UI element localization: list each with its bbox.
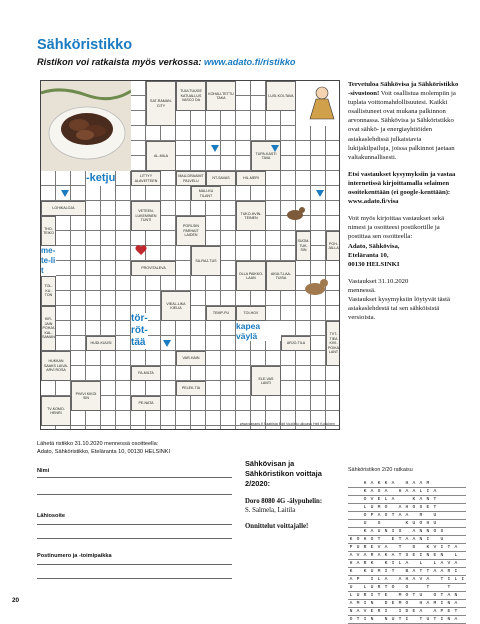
visa-url-link[interactable]: www.adato.fi/visa — [348, 198, 399, 206]
solution-row: H A K K A H A A M — [348, 480, 466, 488]
arrow-icon — [271, 145, 279, 152]
crossword-clue: VAR-HAIN — [176, 351, 206, 366]
send-line-1: Lähetä ristikko 31.10.2020 mennessä osoitteella: — [37, 441, 159, 447]
crossword-clue: MAU-DRAAMIT PALVELU — [176, 171, 206, 186]
crossword-clue: TUPA-KASTI TAVA — [251, 141, 281, 171]
visa-bold: Etsi vastaukset kysymyksiin ja vastaa internetissä kirjoittamalla selaimen osoitekenttään (ei google-kenttään): — [348, 170, 456, 197]
crossword-clue: PORI-SIN PARHAIT LAIDEN — [176, 216, 206, 246]
crossword-grid[interactable] — [40, 80, 340, 430]
crossword-clue: POH-JALLA — [326, 231, 340, 261]
page-subtitle — [37, 57, 296, 67]
prize-line — [245, 497, 340, 515]
puzzle-word-torrottaa: tör- röt- tää — [131, 313, 148, 348]
congrats-text: Onnittelut voittajalle! — [245, 523, 309, 530]
crossword-clue: KOHAU-TETTU TAKA — [206, 81, 236, 111]
crossword-clue: SA-RAJ-TUS — [191, 246, 221, 276]
crossword-clue: LUSI-KOI-TAVA — [266, 81, 296, 111]
puzzle-word-kapea-vayla: kapea väylä — [236, 321, 281, 341]
name-field-line-2[interactable] — [37, 494, 232, 495]
crossword-clue: TV-KOMO-HENRI — [41, 396, 71, 426]
solution-row: L U M O A H O S E T — [348, 504, 466, 512]
page-number: 20 — [12, 597, 20, 604]
crossword-clue: PELEK-TIA — [176, 381, 206, 396]
solution-row: K A U N I S A N N O S — [348, 528, 466, 536]
crossword-clue: NT-SAVAS — [206, 171, 236, 186]
solution-row: U L U R T O O T T — [348, 584, 466, 592]
page-title: Sähköristikko — [37, 37, 133, 53]
crossword-clue: VETEEN-LUKEMINEN TUNTI — [131, 201, 161, 231]
arrow-icon — [211, 145, 219, 152]
puzzle-word-ketju: -ketju — [86, 172, 116, 184]
address-field[interactable] — [37, 524, 232, 525]
crossword-clue: SUOM-TUK-SIN — [296, 231, 311, 261]
crossword-clue: VIEAL-LIKA KIELIA — [161, 291, 191, 321]
solution-row: A M I N D E M O H A M I N A — [348, 600, 466, 608]
solution-label: Sähköristikon 2/20 ratkaisu — [348, 467, 413, 473]
intro-bold: Tervetuloa Sähkövisa ja Sähköristikko -sivustoon! — [348, 81, 459, 98]
mail-text: Voit myös kirjoittaa vastaukset sekä nimesi ja osoitteesi postikortille ja postittaa sen osoitteella: — [348, 215, 445, 241]
intro-paragraph — [348, 80, 460, 162]
solution-row: A V A R A K A T S E I N E N L — [348, 552, 466, 560]
crossword-clue: TVT-TIEA KIVI-POIKA LANT — [326, 321, 340, 366]
arrow-icon — [163, 340, 171, 347]
address-line-1: Adato, Sähkövisa, — [348, 242, 400, 250]
info-column — [348, 80, 460, 330]
solution-row: K A S A H A A L I A — [348, 488, 466, 496]
cartoon-illustration — [296, 81, 340, 126]
winners-title: Sähkövisan ja Sähköristikon voittaja 2/2020: — [245, 459, 322, 488]
solution-row: O T I N N U T I T U T I N A — [348, 616, 466, 624]
deadline-paragraph — [348, 277, 460, 322]
heart-icon — [135, 244, 147, 256]
postal-field[interactable] — [37, 564, 232, 565]
arrow-icon — [316, 190, 324, 197]
crossword-clue: AKULT-LAA-TUISA — [266, 261, 296, 291]
crossword-clue: LOHIKALOJA — [41, 201, 86, 216]
crossword-clue: TEMP-PU — [206, 306, 236, 321]
solution-row: H A R K K I L A L L A V A — [348, 560, 466, 568]
crossword-credit: www.sanaris.fi Saabista Edit Vuoilelu ulkoasu Heli Koskinen — [239, 422, 335, 426]
postal-label: Postinumero ja -toimipaikka — [37, 553, 112, 559]
intro-text: Voit osallistua molempiin ja tuplata voittomahdollisuutesi. Kaikki osallistuneet ovat mukana palkinnon arvonnassa. Sähkövisa ja Sähköristikko ovat sähkö- ja energiayhtiöiden asiakaslehdissä julkaistavia lukijakilpailuja, joissa palkinnot jaetaan valtakunnallisesti. — [348, 90, 456, 161]
visa-paragraph — [348, 170, 460, 206]
mail-paragraph — [348, 214, 460, 269]
crossword-clue: TOI-HOV — [236, 306, 266, 321]
crossword-clue: SAT-RAMAN-CITY — [146, 81, 176, 126]
bird-illustration — [281, 199, 309, 227]
crossword-clue: AL-MILA — [146, 141, 176, 171]
solution-row: K K U M I T B A T T A A R I — [348, 568, 466, 576]
prize-name: Doro 8080 4G -älypuhelin: — [245, 498, 323, 505]
name-field[interactable] — [37, 477, 232, 478]
winners-section — [245, 459, 340, 530]
winner-name: S. Salmela, Laitila — [245, 507, 296, 514]
subtitle-text: Ristikon voi ratkaista myös verkossa: — [37, 57, 204, 67]
solution-row: O V E L A K A N T — [348, 496, 466, 504]
crossword-clue: OLLA PAIKKO-LAAN — [236, 261, 266, 291]
solution-row: N A V E R I I D E A A P E T — [348, 608, 466, 616]
crossword-clue: ELE-VAS LANTI — [251, 366, 281, 396]
crossword-clue: HUDI-KUUSI — [86, 336, 116, 351]
crossword-clue: MALI-KU TILANT — [191, 186, 221, 201]
arrow-icon — [61, 190, 69, 197]
puzzle-word-metelit: me-te-lit — [41, 246, 56, 275]
name-label: Nimi — [37, 468, 50, 474]
address-line-2: Eteläranta 10, — [348, 251, 389, 259]
crossword-clue: PIVIVI KIKOI SIN — [71, 381, 101, 411]
deadline-line-1: Vastaukset 31.10.2020 — [348, 277, 409, 285]
send-line-2: Adato, Sähköristikko, Eteläranta 10, 00130 HELSINKI — [37, 449, 171, 455]
solution-row: U S K U O H U — [348, 520, 466, 528]
crossword-clue: THO-TEIKO — [41, 216, 56, 246]
solution-row: P U R E V A T D K V I T A — [348, 544, 466, 552]
crossword-clue: FA-MILTA — [131, 366, 161, 381]
entry-form — [37, 440, 237, 590]
deadline-line-2: mennessä. — [348, 286, 376, 294]
crossword-clue: ARJO-TILA — [281, 336, 311, 351]
send-instructions — [37, 440, 237, 456]
crossword-clue: LITTYY ALAVIITTEEN — [131, 171, 161, 186]
sausage-photo — [41, 81, 131, 171]
crossword-clue: HUKKAN SAAKS LAIVA-ARVI ROSA — [41, 351, 71, 381]
crossword-clue: HIL-MERI — [236, 171, 266, 186]
postal-field-line-2[interactable] — [37, 578, 232, 579]
deadline-line-3: Vastaukset kysymyksiin löytyvät tästä asiakaslehdestä tai sen sähköisistä versioista. — [348, 295, 450, 322]
solution-grid — [348, 480, 466, 624]
address-label: Lähiosoite — [37, 513, 65, 519]
crossword-url-link[interactable]: www.adato.fi/ristikko — [203, 57, 296, 67]
solution-row: L U R I T E M O T U O T A N — [348, 592, 466, 600]
crossword-clue: TOL-KU-TON — [41, 276, 56, 306]
solution-row: O P A S T A A R U — [348, 512, 466, 520]
address-line-3: 00130 HELSINKI — [348, 260, 400, 268]
address-field-line-2[interactable] — [37, 538, 232, 539]
crossword-clue: KIR-JAIN POHJA KAL-SAMAN — [41, 306, 56, 351]
crossword-clue: TUULTUUGE KATUALLUS VASCO DA — [176, 81, 206, 111]
crossword-clue: PROVITALEVA — [131, 261, 176, 276]
crossword-clue: TUKO-HVIN-TEINEN — [236, 201, 266, 231]
dog-illustration — [301, 271, 331, 301]
crossword-clue: PE-NATA — [131, 396, 161, 411]
solution-row: A P I L A A H A V A T I L I — [349, 577, 465, 582]
solution-row: K O H O T E T A A N I U — [348, 536, 466, 544]
